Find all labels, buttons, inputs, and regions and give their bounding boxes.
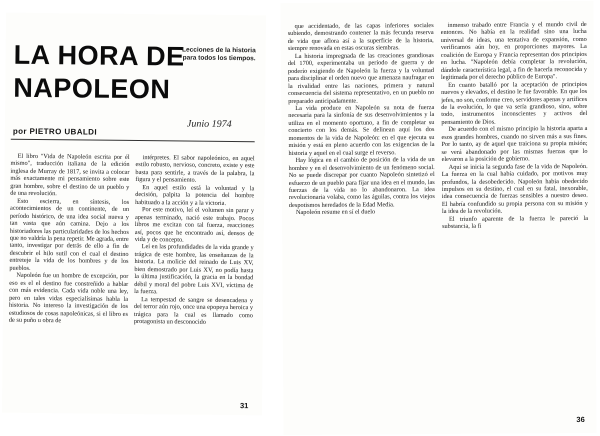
paragraph: inmenso trabado entre Francia y el mundo civil de entonces. No había en la realidad sino una lucha universal de ideas, una tentativa de expansión, como verificamos aún hoy, en proporciones mayores. La coalición de Europa y Francia representan dos principios en lucha. "Napoleón debía completar la revolución, dándole característica legal, a fin de hacerla reconocida y legitimada por el derecho público de Europa". xyxy=(440,20,587,82)
right-page xyxy=(280,1,596,435)
paragraph: La historia impregnada de las creaciones grandiosas del 1700, experimentaba un período de guerra y de poderío exigiendo de Napoleón la fuerza y la voluntad para disciplinar el orden nuevo que amenaza naufragar en la rivalidad entre las naciones, primera y natural consecuencia del sistema representativo, en un pueblo no preparado anticipadamente. xyxy=(287,51,435,105)
page-number-right: 36 xyxy=(576,414,585,425)
article-subtitle: Lecciones de la historia para todos los tiempos. xyxy=(181,46,256,63)
left-column-1 xyxy=(8,153,130,408)
divider-rule xyxy=(11,139,255,143)
article-title xyxy=(13,39,185,107)
paragraph: El triunfo aparente de la fuerza le pareció la substancia, la fi xyxy=(442,214,589,231)
handwritten-date: Junio 1974 xyxy=(186,118,232,131)
paragraph: La vida produce en Napoleón su nota de fuerza necesaria para la sinfonía de sus desenvolvimientos y la utiliza en el momento oportuno, a fin de completar su concierto con los demás. Se delinean aquí los dos momentos de la vida de Napoleón: en el que ejecuta su misión y está en pleno acuerdo con las exigencias de la historia y aquel en el cual surge el reverso. xyxy=(288,104,435,157)
paragraph: Aquí se inicia la segunda fase de la vida de Napoleón. La fuerza en la cual había cuidado, por motivos muy profundos, la desobedecido. Napoleón había obedecido impulsos en su destino, el cual en su fatal, inexorable, idea consecuencia de fuerzas sensibles a nuestro deseo. El habría confundido su propia persona con su misión y la idea de la revolución. xyxy=(441,162,588,216)
paragraph: De acuerdo con el mismo principio la historia aparta a esos grandes hombres, cuando no sirven más a sus fines. Por lo tanto, ay de aquel que traiciona su propia misión; se verá abandonado por las mismas fuerzas que lo elevaron a la posición de gobierno. xyxy=(441,125,588,164)
paragraph: intérpretes. El sabor napoleónico, en aquel estilo robusto, nervioso, concreto, existe y este basta para sentirle, a través de la palabra, la figura y el pensamiento. xyxy=(135,154,255,185)
paragraph: En aquel estilo está la voluntad y la decisión, palpita la potencia del hombre habituado a la acción y a la victoria. xyxy=(135,183,255,207)
left-column-2 xyxy=(133,154,255,395)
title-line-1: LA HORA DE xyxy=(13,39,185,72)
paragraph: Por este motivo, leí el volumen sin parar y apenas terminado, nació este trabajo. Pocos libros me excitan con tal fuerza, reacciones así, pocos que he encontrado así, densos de vida y de concepto. xyxy=(134,206,255,244)
byline: por PIETRO UBALDI xyxy=(12,126,98,137)
right-column-2 xyxy=(441,21,590,414)
paragraph: Hay lógica en el cambio de posición de la vida de un hombre y en el desenvolvimiento de un fenómeno social. No se puede discrepar por cuanto Napoleón sintetizó el esfuerzo de un pueblo para fijar una idea en el mundo, las fuerzas de la vida no lo abandonaron. La idea revolucionaria volaba, como las águilas, contra los viejos despotismos heredados de la Edad Media. xyxy=(288,156,435,209)
paragraph: El libro "Vida de Napoleón escrita por él mismo", traducción italiana de la edición inglesa de Murray de 1817, se invita a colocar más exactamente mi pensamiento sobre este gran hombre, sobre el destino de un pueblo y de una revolución. xyxy=(10,152,130,198)
left-page xyxy=(2,13,266,416)
paragraph: Esto escierra, en síntesis, los acontecimientos de un continente, de un período histórico, de una idea social nueva y tan vasta que aún camina. Dejo a los historiadores las particularidades de los hechos que no valdría la pena repetir. Me agrada, entre tanto, investigar por detrás de ello a fin de descubrir el hilo sutil con el cual el destino entreteje la vida de los hombres y de los pueblos. xyxy=(9,197,130,272)
title-line-2: NAPOLEON xyxy=(13,72,171,105)
paragraph: Napoleón resume en sí el duelo xyxy=(295,208,376,217)
paragraph: que accidentado, de las capas inferiores sociales subiendo, demostrando contener la más fecunda reserva de vida que aflora así a la superficie de la historia, siempre renovada en estas oscuras siembras. xyxy=(287,22,434,53)
paragraph: Napoleón fue un hombre de excepción, por eso es el el destino fue constreñido a hablar con más evidencia. Cada vida noble una ley, pero en tales vidas especialísimas habla la historia. No intereso la investigación de los estudiosos de cosas napoleónicas, si el libro es de su puño u obra de xyxy=(8,272,129,325)
paragraph: Leí en las profundidades de la vida grande y trágica de este hombre, las enseñanzas de la historia. La molicie del reinado de Luis XV, bien demostrado por Luis XV, no podía hasta la última justificación, la gracia en la bondad débil y moral del pobre Luis XVI, víctima de la fuerza. xyxy=(134,243,254,296)
paragraph: La tempestad de sangre se desencadena y del terror aún rojo, once una epopeya heroica y trágica para la cual es llamado como protagonista un desconocido xyxy=(133,295,254,326)
paragraph: En cuanto batalló por la aceptación de principios nuevos y elevados, el destino le fue favorable. En que los jefes, no son, conforme creo, servidores apenas y artífices de la evolución, lo que va sería grandioso, sino, sobre todo, instrumentos inconscientes y activos del pensamiento de Dios. xyxy=(441,80,588,126)
page-number-left: 31 xyxy=(239,401,249,411)
right-column-1 xyxy=(288,22,437,429)
